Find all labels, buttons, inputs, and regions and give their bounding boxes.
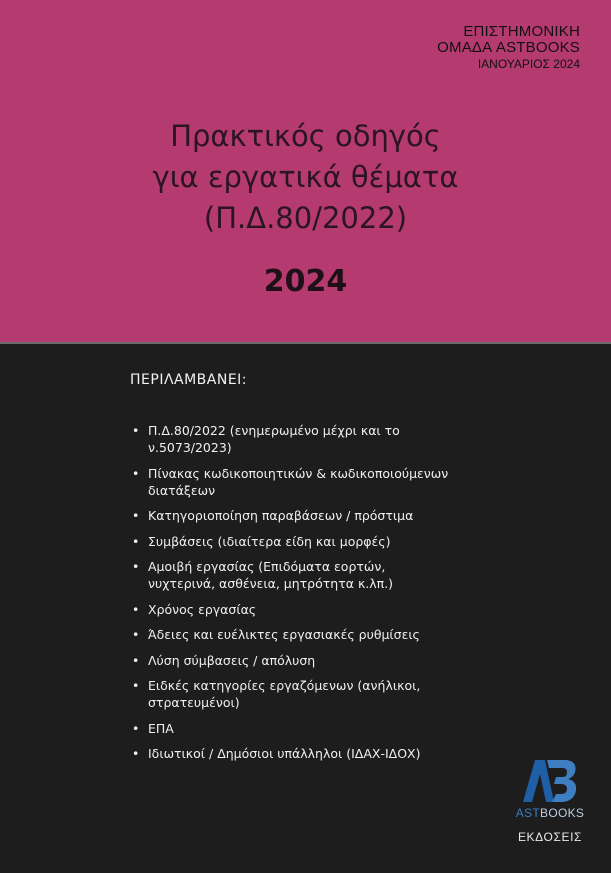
band-divider — [0, 342, 611, 344]
contents-item: • Αμοιβή εργασίας (Επιδόματα εορτών, νυχτερινά, ασθένεια, μητρότητα κ.λπ.) — [132, 558, 452, 592]
title-line-3: (Π.Δ.80/2022) — [203, 201, 408, 235]
contents-item: • Κατηγοριοποίηση παραβάσεων / πρόστιμα — [132, 507, 452, 524]
author-line-2: ΟΜΑΔΑ ASTBOOKS — [437, 39, 580, 56]
contents-item: • Χρόνος εργασίας — [132, 601, 452, 618]
brand-part-books: BOOKS — [540, 806, 585, 820]
contents-heading: ΠΕΡΙΛΑΜΒΑΝΕΙ: — [130, 372, 248, 388]
astbooks-logo-icon — [521, 758, 579, 804]
publisher-label: ΕΚΔΟΣΕΙΣ — [517, 830, 583, 844]
book-year: 2024 — [263, 264, 348, 299]
title-line-1: Πρακτικός οδηγός — [170, 119, 441, 153]
cover-top-band — [0, 0, 611, 342]
title-line-2: για εργατικά θέματα — [152, 160, 459, 194]
contents-item: • Λύση σύμβασεις / απόλυση — [132, 652, 452, 669]
contents-item: • Άδειες και ευέλικτες εργασιακές ρυθμίσεις — [132, 626, 452, 643]
contents-item: • Πίνακας κωδικοποιητικών & κωδικοποιούμενων διατάξεων — [132, 465, 452, 499]
edition-date: ΙΑΝΟΥΑΡΙΟΣ 2024 — [477, 57, 580, 71]
brand-wordmark — [510, 806, 590, 820]
contents-item: • ΕΠΑ — [132, 720, 452, 737]
author-line-1: ΕΠΙΣΤΗΜΟΝΙΚΗ — [463, 23, 580, 40]
contents-item: • Ιδιωτικοί / Δημόσιοι υπάλληλοι (ΙΔΑΧ-ΙΔΟΧ) — [132, 745, 452, 762]
book-title — [0, 116, 611, 239]
contents-list — [132, 422, 452, 771]
publisher-logo — [510, 758, 590, 844]
contents-item: • Ειδκές κατηγορίες εργαζόμενων (ανήλικοι, στρατευμένοι) — [132, 677, 452, 711]
contents-item: • Π.Δ.80/2022 (ενημερωμένο μέχρι και το ν.5073/2023) — [132, 422, 452, 456]
brand-part-ast: AST — [515, 806, 541, 820]
author-block — [437, 24, 580, 72]
contents-item: • Συμβάσεις (ιδιαίτερα είδη και μορφές) — [132, 533, 452, 550]
